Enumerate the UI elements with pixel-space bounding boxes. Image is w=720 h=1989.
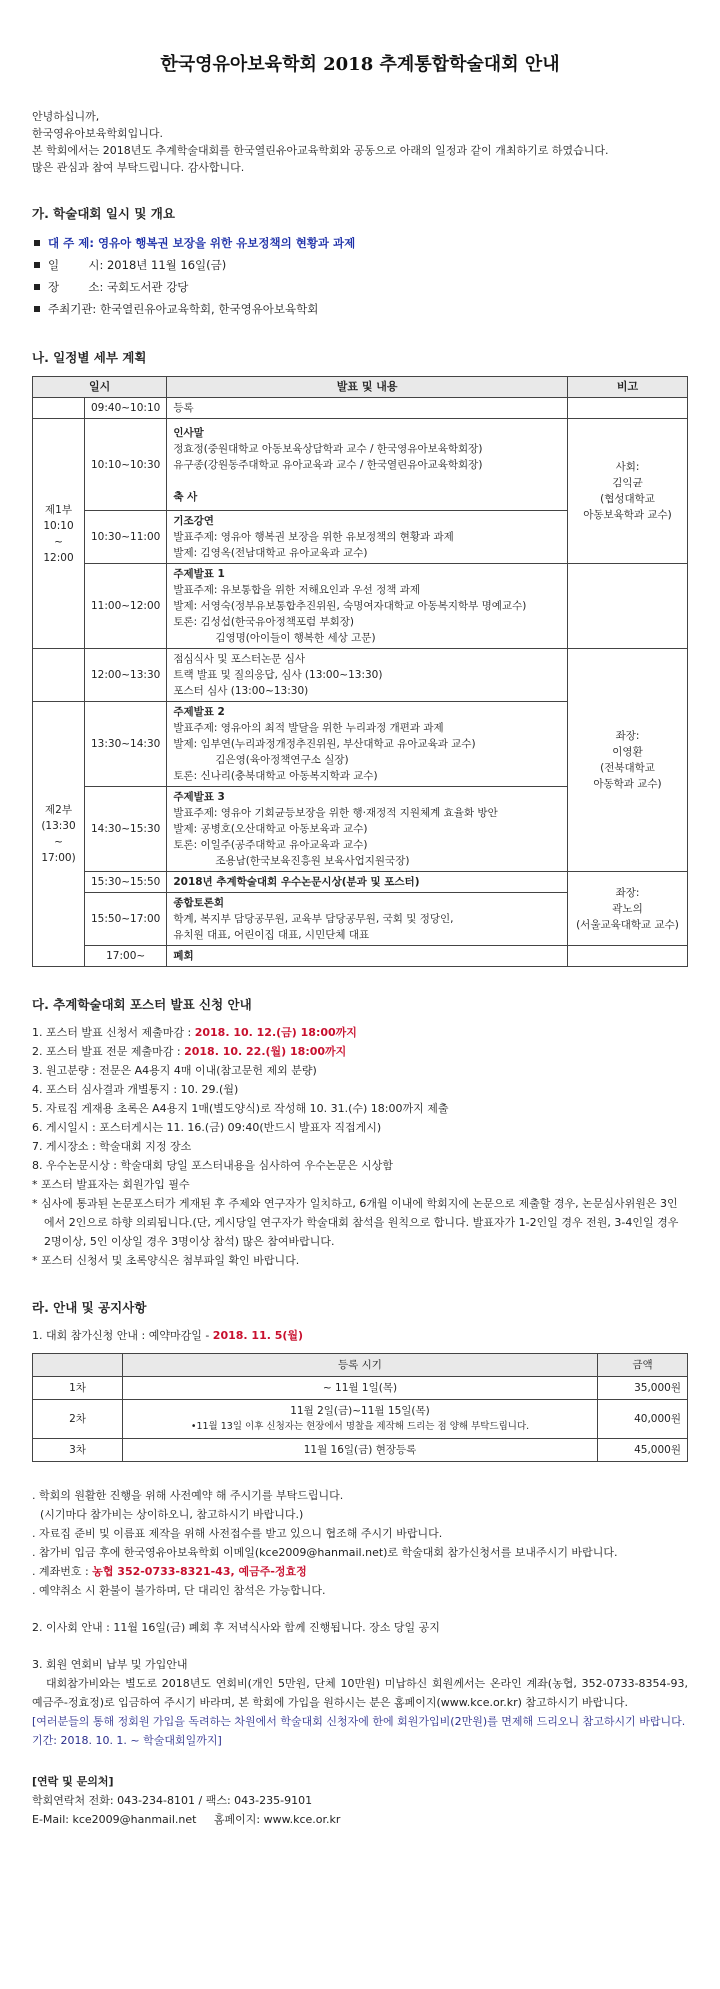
content-cell: 종합토론회 학계, 복지부 담당공무원, 교육부 담당공무원, 국회 및 정당인, 유치원 대표, 어린이집 대표, 시민단체 대표 [167,893,568,946]
poster-list [32,1023,688,1270]
part1-cell: 제1부 10:10 ~ 12:00 [33,419,85,649]
content-cell: 주제발표 1 발표주제: 유보통합을 위한 저해요인과 우선 정책 과제 발제: 서영숙(정부유보통합추진위원, 숙명여자대학교 아동복지학부 명예교수) 토론: 김성섭(한국유아정책포럼 부회장) 김영명(아이들이 행복한 세상 고문) [167,564,568,649]
content-cell: 기조강연 발표주제: 영유아 행복권 보장을 위한 유보정책의 현황과 과제 발제: 김영옥(전남대학교 유아교육과 교수) [167,511,568,564]
header-time: 일시 [33,377,167,398]
membership-heading: 3. 회원 연회비 납부 및 가입안내 [32,1658,188,1671]
list-item: * 심사에 통과된 논문포스터가 게재된 후 주제와 연구자가 일치하고, 6개월 이내에 학회지에 논문으로 제출할 경우, 논문심사위원은 3인에서 2인으로 하향 의뢰됩니다.(단, 게시당일 연구자가 학술대회 참석을 원칙으로 합니다. 발표자가 1-2인일 경우 전원, 3-4인일 경우 2명이상, 5인 이상일 경우 3명이상 참석) 많은 참여바랍니다. [32,1197,679,1248]
intro-text [32,108,688,176]
section-a-heading: 가. 학술대회 일시 및 개요 [32,206,175,221]
part2-cell: 제2부 (13:30 ~ 17:00) [33,702,85,967]
section-c-heading: 다. 추계학술대회 포스터 발표 신청 안내 [32,997,252,1012]
list-item: 3. 원고분량 : 전문은 A4용지 4매 이내(참고문헌 제외 분량) [32,1064,317,1077]
content-cell: 등록 [167,398,568,419]
list-item: 5. 자료집 게재용 초록은 A4용지 1매(별도양식)로 작성해 10. 31.(수) 18:00까지 제출 [32,1102,449,1115]
time-cell: 15:30~15:50 [85,872,167,893]
remark-cell: 좌장: 이영환 (전북대학교 아동학과 교수) [568,649,688,872]
list-item: * 포스터 발표자는 회원가입 필수 [32,1178,190,1191]
content-cell: 폐회 [167,946,568,967]
date-item [32,254,688,276]
list-item: 1. 포스터 발표 신청서 제출마감 : 2018. 10. 12.(금) 18:00까지 [32,1026,357,1039]
membership-body: 대회참가비와는 별도로 2018년도 연회비(개인 5만원, 단체 10만원) 미납하신 회원께서는 온라인 계좌(농협, 352-0733-8354-93, 예금주-정효정)로 입금하여 주시기 바라며, 본 학회에 가입을 원하시는 분은 홈페이지(www.kce.or.kr) 참고하시기 바랍니다. [32,1677,688,1709]
intro-line: 안녕하십니까, [32,110,100,123]
time-cell: 13:30~14:30 [85,702,167,787]
section-b-heading: 나. 일정별 세부 계획 [32,350,147,365]
contact-email: E-Mail: kce2009@hanmail.net 홈페이지: www.kce.or.kr [32,1813,341,1826]
table-row: 1차 ~ 11월 1일(목) 35,000원 [33,1377,688,1400]
time-cell: 10:30~11:00 [85,511,167,564]
page-title: 한국영유아보육학회 2018 추계통합학술대회 안내 [160,54,560,75]
header-content: 발표 및 내용 [167,377,568,398]
content-cell: 인사말 정효정(중원대학교 아동보육상담학과 교수 / 한국영유아보육학회장) 유구종(강원동주대학교 유아교육과 교수 / 한국열린유아교육학회장) 축 사 [167,419,568,511]
time-cell: 12:00~13:30 [85,649,167,702]
square-bullet-icon [34,262,40,268]
table-header-row: 등록 시기 금액 [33,1354,688,1377]
theme-label: 대 주 제: [48,236,98,250]
theme-value: 영유아 행복권 보장을 위한 유보정책의 현황과 과제 [97,236,356,250]
time-cell: 17:00~ [85,946,167,967]
board-notice: 2. 이사회 안내 : 11월 16일(금) 폐회 후 저녁식사와 함께 진행됩니다. 장소 당일 공지 [32,1621,440,1634]
schedule-table [32,376,688,967]
table-row [33,398,688,419]
membership-note: [여러분들의 통해 정회원 가입을 독려하는 차원에서 학술대회 신청자에 한에 회원가입비(2만원)를 면제해 드리오니 참고하시기 바랍니다. 기간: 2018. 10. 1. ~ 학술대회일까지] [32,1715,686,1747]
table-row [33,564,688,649]
list-item: 4. 포스터 심사결과 개별통지 : 10. 29.(월) [32,1083,239,1096]
time-cell: 09:40~10:10 [85,398,167,419]
content-cell: 주제발표 2 발표주제: 영유아의 최적 발달을 위한 누리과정 개편과 과제 발제: 임부연(누리과정개정추진위원, 부산대학교 유아교육과 교수) 김은영(육아정책연구소 실장) 토론: 신나리(충북대학교 아동복지학과 교수) [167,702,568,787]
contact-phone: 학회연락처 전화: 043-234-8101 / 팩스: 043-235-9101 [32,1794,313,1807]
table-row [33,872,688,893]
table-row [33,419,688,511]
square-bullet-icon [34,306,40,312]
square-bullet-icon [34,240,40,246]
place-text: 장 소: 국회도서관 강당 [48,280,189,294]
intro-line: 많은 관심과 참여 부탁드립니다. 감사합니다. [32,161,245,174]
table-row [33,649,688,702]
table-row: 3차 11월 16일(금) 현장등록 45,000원 [33,1439,688,1462]
overview-list [32,232,688,320]
table-row: 2차 11월 2일(금)~11월 15일(목) •11월 13일 이후 신청자는 현장에서 명찰을 제작해 드리는 점 양해 부탁드립니다. 40,000원 [33,1400,688,1439]
list-item: 7. 게시장소 : 학술대회 지정 장소 [32,1140,192,1153]
content-cell: 주제발표 3 발표주제: 영유아 기회균등보장을 위한 행·재정적 지원체계 효율화 방안 발제: 공병호(오산대학교 아동보육과 교수) 토론: 이일주(공주대학교 유아교육과 교수) 조용남(한국보육진흥원 보육사업지원국장) [167,787,568,872]
header-remark: 비고 [568,377,688,398]
contact-block [32,1772,688,1829]
section-d-heading: 라. 안내 및 공지사항 [32,1300,147,1315]
time-cell: 14:30~15:30 [85,787,167,872]
content-cell: 2018년 추계학술대회 우수논문시상(분과 및 포스터) [167,872,568,893]
table-header-row [33,377,688,398]
time-cell: 10:10~10:30 [85,419,167,511]
place-item [32,276,688,298]
date-text: 일 시: 2018년 11월 16일(금) [48,258,227,272]
intro-line: 본 학회에서는 2018년도 추계학술대회를 한국열린유아교육학회와 공동으로 아래의 일정과 같이 개최하기로 하였습니다. [32,144,609,157]
registration-notice: 1. 대회 참가신청 안내 : 예약마감일 - 2018. 11. 5(월) [32,1329,304,1342]
table-row [33,946,688,967]
list-item: 2. 포스터 발표 전문 제출마감 : 2018. 10. 22.(월) 18:00까지 [32,1045,347,1058]
host-text: 주최기관: 한국열린유아교육학회, 한국영유아보육학회 [48,302,319,316]
remark-cell: 좌장: 곽노의 (서울교육대학교 교수) [568,872,688,946]
intro-line: 한국영유아보육학회입니다. [32,127,164,140]
list-item: * 포스터 신청서 및 초록양식은 첨부파일 확인 바랍니다. [32,1254,300,1267]
remark-cell: 사회: 김익균 (협성대학교 아동보육학과 교수) [568,419,688,564]
time-cell: 15:50~17:00 [85,893,167,946]
registration-notes: . 학회의 원활한 진행을 위해 사전예약 해 주시기를 부탁드립니다. (시기마다 참가비는 상이하오니, 참고하시기 바랍니다.) . 자료집 준비 및 이름표 제작을 위해 사전접수를 받고 있으니 협조해 주시기 바랍니다. . 참가비 입금 후에 한국영유아보육학회 이메일(kce2009@hanmail.net)로 학술대회 참가신청서를 보내주시기 바랍니다. . 계좌번호 : 농협 352-0733-8321-43, 예금주-정효정 . 예약취소 시 환불이 불가하며, 단 대리인 참석은 가능합니다. 2. 이사회 안내 : 11월 16일(금) 폐회 후 저녁식사와 함께 진행됩니다. 장소 당일 공지 3. 회원 연회비 납부 및 가입안내 대회참가비와는 별도로 2018년도 연회비(개인 5만원, 단체 10만원) 미납하신 회원께서는 온라인 계좌(농협, 352-0733-8354-93, 예금주-정효정)로 입금하여 주시기 바라며, 본 학회에 가입을 원하시는 분은 홈페이지(www.kce.or.kr) 참고하시기 바랍니다. [여러분들의 통해 정회원 가입을 독려하는 차원에서 학술대회 신청자에 한에 회원가입비(2만원)를 면제해 드리오니 참고하시기 바랍니다. 기간: 2018. 10. 1. ~ 학술대회일까지] [32,1486,688,1750]
square-bullet-icon [34,284,40,290]
time-cell: 11:00~12:00 [85,564,167,649]
fee-table [32,1353,688,1462]
theme-item [32,232,688,254]
content-cell: 점심식사 및 포스터논문 심사 트랙 발표 및 질의응답, 심사 (13:00~13:30) 포스터 심사 (13:00~13:30) [167,649,568,702]
contact-heading: [연락 및 문의처] [32,1775,114,1788]
list-item: 6. 게시일시 : 포스터게시는 11. 16.(금) 09:40(반드시 발표자 직접게시) [32,1121,382,1134]
host-item [32,298,688,320]
list-item: 8. 우수논문시상 : 학술대회 당일 포스터내용을 심사하여 우수논문은 시상함 [32,1159,393,1172]
